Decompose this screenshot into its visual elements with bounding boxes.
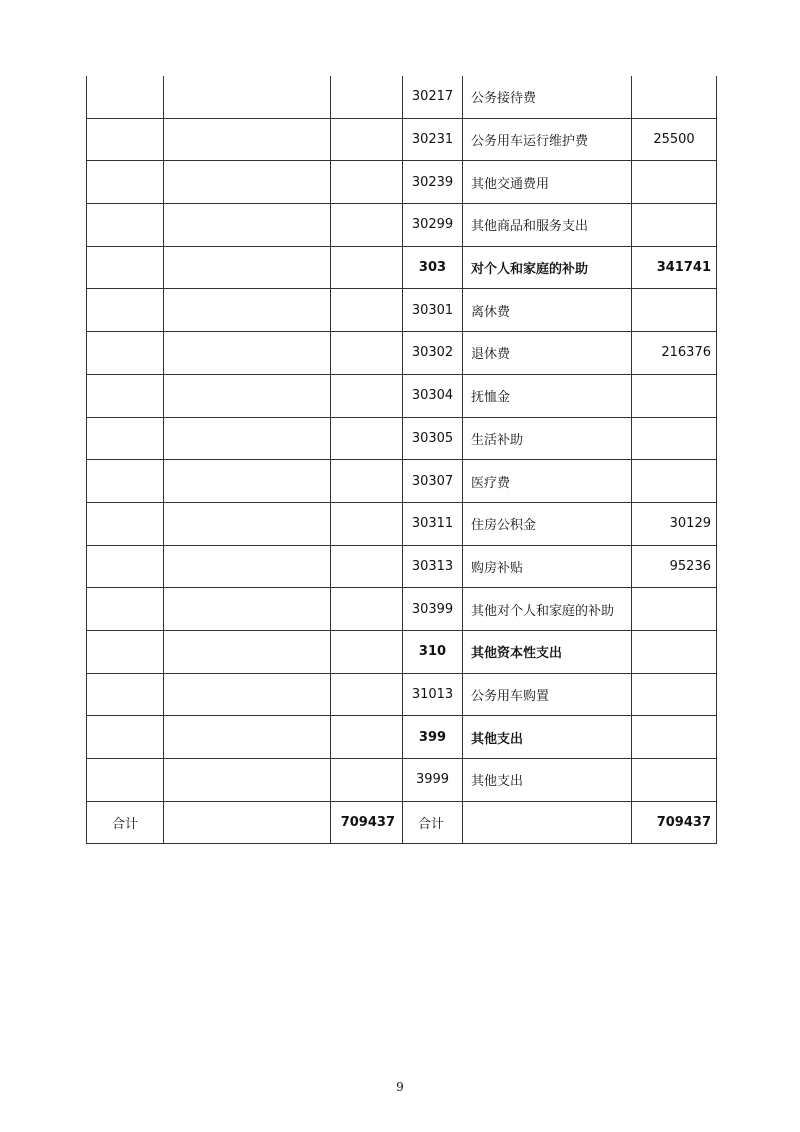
subject-code-cell: 3999 [403, 759, 463, 802]
subject-name-cell: 退休费 [463, 332, 632, 375]
left-amount-cell [331, 161, 403, 204]
total-left-amount: 709437 [331, 801, 403, 844]
subject-name-cell: 其他对个人和家庭的补助 [463, 588, 632, 631]
amount-cell [632, 759, 717, 802]
left-amount-cell [331, 374, 403, 417]
subject-name-cell: 公务用车购置 [463, 673, 632, 716]
table-row [87, 716, 717, 759]
left-category-cell [87, 204, 164, 247]
table-row [87, 161, 717, 204]
subject-name-cell: 医疗费 [463, 460, 632, 503]
total-right-amount: 709437 [632, 801, 717, 844]
amount-cell [632, 289, 717, 332]
left-name-cell [164, 588, 331, 631]
page-number: 9 [396, 1080, 404, 1094]
amount-cell [632, 374, 717, 417]
table-row [87, 417, 717, 460]
left-category-cell [87, 76, 164, 118]
subject-code-cell: 30305 [403, 417, 463, 460]
amount-cell: 25500 [632, 118, 717, 161]
amount-cell: 30129 [632, 502, 717, 545]
table-row [87, 545, 717, 588]
amount-cell [632, 417, 717, 460]
subject-code-cell: 30311 [403, 502, 463, 545]
left-name-cell [164, 759, 331, 802]
left-category-cell [87, 588, 164, 631]
total-row [87, 801, 717, 844]
table-row [87, 118, 717, 161]
subject-code-cell: 399 [403, 716, 463, 759]
subject-code-cell: 30301 [403, 289, 463, 332]
left-name-cell [164, 545, 331, 588]
left-category-cell [87, 460, 164, 503]
left-category-cell [87, 417, 164, 460]
left-category-cell [87, 118, 164, 161]
left-amount-cell [331, 588, 403, 631]
left-category-cell [87, 289, 164, 332]
table-row [87, 630, 717, 673]
subject-name-cell: 公务接待费 [463, 76, 632, 118]
subject-code-cell: 31013 [403, 673, 463, 716]
table-row [87, 673, 717, 716]
left-category-cell [87, 502, 164, 545]
left-name-cell [164, 673, 331, 716]
subject-name-cell: 离休费 [463, 289, 632, 332]
left-name-cell [164, 417, 331, 460]
left-name-cell [164, 716, 331, 759]
left-amount-cell [331, 716, 403, 759]
left-amount-cell [331, 204, 403, 247]
left-name-cell [164, 76, 331, 118]
table-row [87, 332, 717, 375]
subject-name-cell: 其他支出 [463, 759, 632, 802]
left-name-cell [164, 246, 331, 289]
subject-code-cell: 30313 [403, 545, 463, 588]
left-category-cell [87, 716, 164, 759]
amount-cell [632, 460, 717, 503]
subject-code-cell: 303 [403, 246, 463, 289]
budget-expenditure-table [86, 76, 717, 844]
subject-name-cell: 生活补助 [463, 417, 632, 460]
amount-cell [632, 204, 717, 247]
total-left-empty-cell [164, 801, 331, 844]
subject-name-cell: 抚恤金 [463, 374, 632, 417]
left-category-cell [87, 673, 164, 716]
left-amount-cell [331, 673, 403, 716]
left-category-cell [87, 161, 164, 204]
left-name-cell [164, 161, 331, 204]
left-name-cell [164, 118, 331, 161]
subject-code-cell: 30302 [403, 332, 463, 375]
subject-code-cell: 30399 [403, 588, 463, 631]
table-row [87, 374, 717, 417]
left-amount-cell [331, 502, 403, 545]
left-category-cell [87, 246, 164, 289]
subject-code-cell: 30217 [403, 76, 463, 118]
subject-name-cell: 住房公积金 [463, 502, 632, 545]
subject-name-cell: 其他商品和服务支出 [463, 204, 632, 247]
subject-name-cell: 公务用车运行维护费 [463, 118, 632, 161]
left-name-cell [164, 204, 331, 247]
left-name-cell [164, 502, 331, 545]
amount-cell [632, 673, 717, 716]
left-amount-cell [331, 460, 403, 503]
subject-name-cell: 其他资本性支出 [463, 630, 632, 673]
left-name-cell [164, 460, 331, 503]
subject-code-cell: 30231 [403, 118, 463, 161]
total-right-label: 合计 [403, 801, 463, 844]
table-row [87, 759, 717, 802]
subject-name-cell: 对个人和家庭的补助 [463, 246, 632, 289]
left-category-cell [87, 759, 164, 802]
subject-name-cell: 其他交通费用 [463, 161, 632, 204]
left-category-cell [87, 332, 164, 375]
table-body [87, 76, 717, 801]
subject-code-cell: 30304 [403, 374, 463, 417]
left-name-cell [164, 374, 331, 417]
table-row [87, 460, 717, 503]
left-amount-cell [331, 76, 403, 118]
left-amount-cell [331, 417, 403, 460]
amount-cell: 341741 [632, 246, 717, 289]
amount-cell [632, 76, 717, 118]
amount-cell [632, 161, 717, 204]
left-name-cell [164, 332, 331, 375]
left-category-cell [87, 374, 164, 417]
amount-cell [632, 630, 717, 673]
table-row [87, 588, 717, 631]
amount-cell: 216376 [632, 332, 717, 375]
subject-code-cell: 30307 [403, 460, 463, 503]
left-amount-cell [331, 545, 403, 588]
table-row [87, 502, 717, 545]
total-right-empty-cell [463, 801, 632, 844]
left-amount-cell [331, 246, 403, 289]
left-amount-cell [331, 289, 403, 332]
left-category-cell [87, 630, 164, 673]
table-row [87, 204, 717, 247]
subject-code-cell: 310 [403, 630, 463, 673]
left-amount-cell [331, 118, 403, 161]
left-amount-cell [331, 630, 403, 673]
subject-code-cell: 30299 [403, 204, 463, 247]
table-row [87, 246, 717, 289]
left-name-cell [164, 630, 331, 673]
left-category-cell [87, 545, 164, 588]
left-name-cell [164, 289, 331, 332]
amount-cell [632, 588, 717, 631]
subject-code-cell: 30239 [403, 161, 463, 204]
total-left-label: 合计 [87, 801, 164, 844]
amount-cell: 95236 [632, 545, 717, 588]
table-row [87, 289, 717, 332]
left-amount-cell [331, 332, 403, 375]
table-row [87, 76, 717, 118]
left-amount-cell [331, 759, 403, 802]
subject-name-cell: 购房补贴 [463, 545, 632, 588]
subject-name-cell: 其他支出 [463, 716, 632, 759]
amount-cell [632, 716, 717, 759]
